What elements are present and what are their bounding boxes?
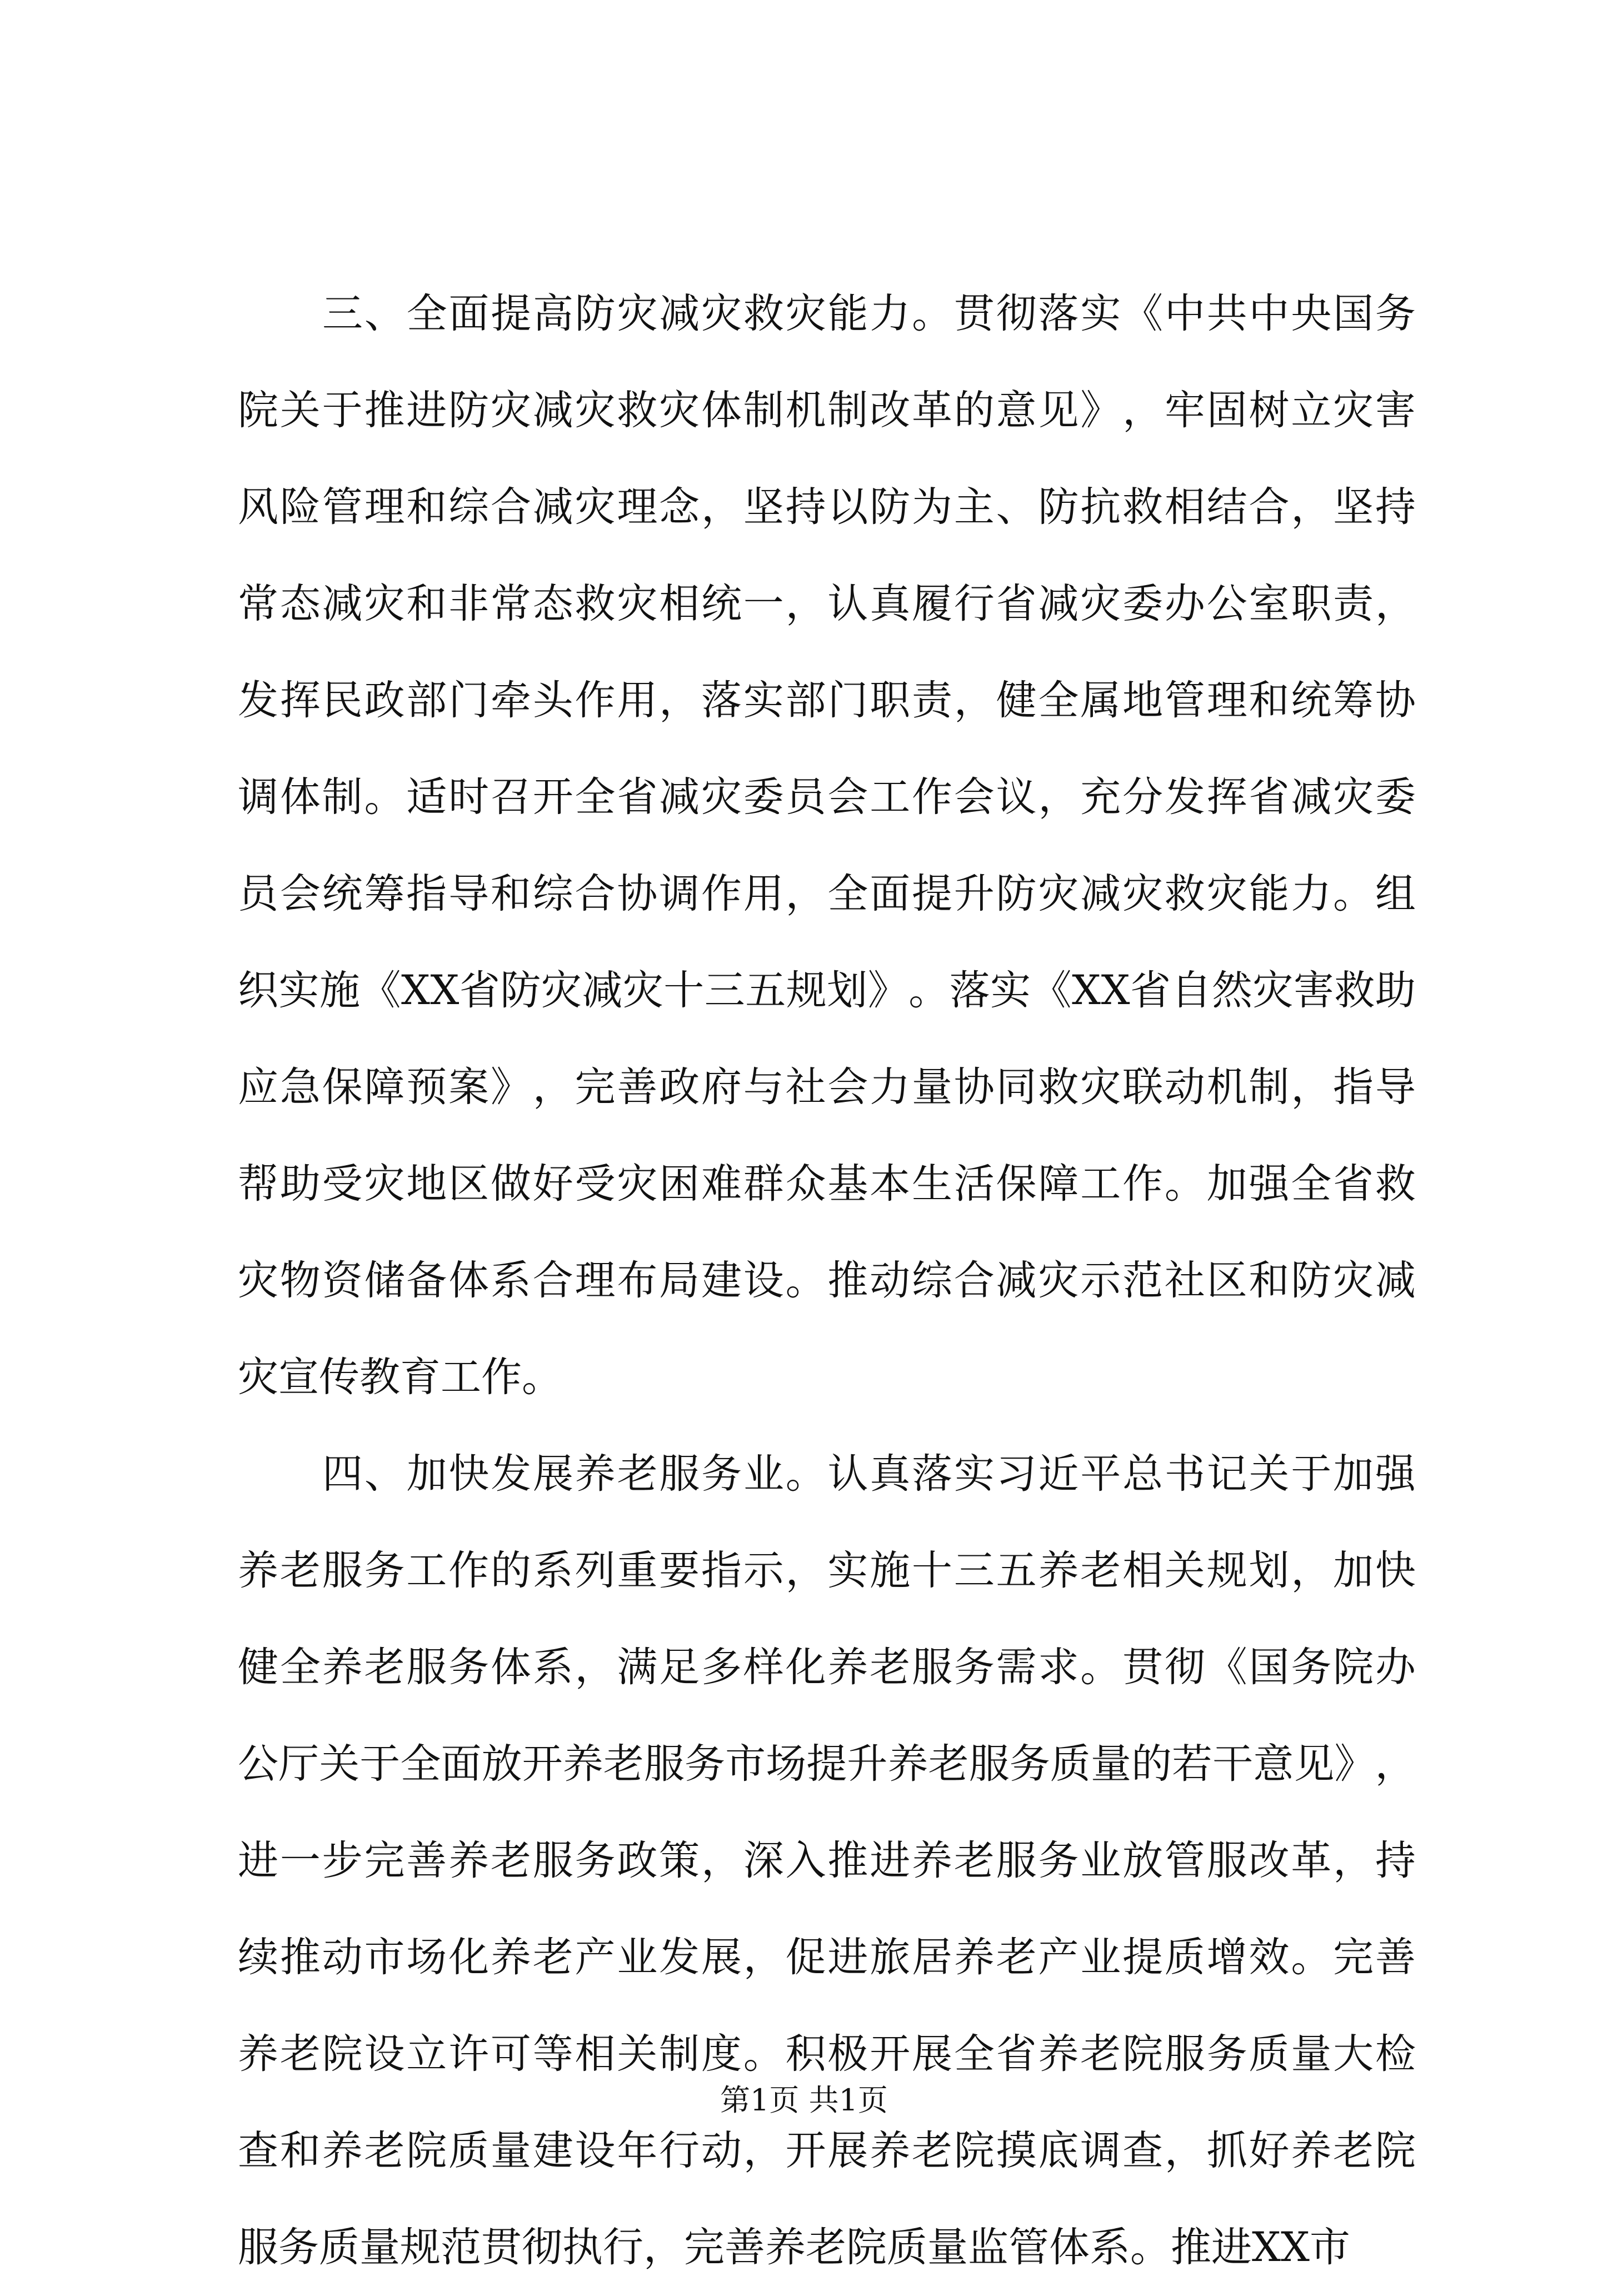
text-line: 三 、 全 面 提 高 防 灾 减 灾 救 灾 能 力 。 贯 彻 落 实 《 中 共 中 央 国 务	[322, 290, 1416, 337]
text-line: 健 全 养 老 服 务 体 系 ， 满 足 多 样 化 养 老 服 务 需 求 。 贯 彻 《 国 务 院 办	[238, 1644, 1416, 1691]
text-line: 常 态 减 灾 和 非 常 态 救 灾 相 统 一 ， 认 真 履 行 省 减 灾 委 办 公 室 职 责 ，	[238, 580, 1416, 627]
text-line: 四 、 加 快 发 展 养 老 服 务 业 。 认 真 落 实 习 近 平 总 书 记 关 于 加 强	[322, 1450, 1416, 1498]
text-line: 应 急 保 障 预 案 》 ， 完 善 政 府 与 社 会 力 量 协 同 救 灾 联 动 机 制 ， 指 导	[238, 1064, 1416, 1111]
text-line: 员 会 统 筹 指 导 和 综 合 协 调 作 用 ， 全 面 提 升 防 灾 减 灾 救 灾 能 力 。 组	[238, 870, 1416, 917]
text-line: 调 体 制 。 适 时 召 开 全 省 减 灾 委 员 会 工 作 会 议 ， 充 分 发 挥 省 减 灾 委	[238, 773, 1416, 821]
page-footer: 第1页 共1页	[720, 2083, 888, 2118]
text-line: 查 和 养 老 院 质 量 建 设 年 行 动 ， 开 展 养 老 院 摸 底 调 查 ， 抓 好 养 老 院	[238, 2127, 1416, 2174]
text-line: 公 厅 关 于 全 面 放 开 养 老 服 务 市 场 提 升 养 老 服 务 质 量 的 若 干 意 见 》 ，	[238, 1740, 1416, 1788]
text-line: 养 老 院 设 立 许 可 等 相 关 制 度 。 积 极 开 展 全 省 养 老 院 服 务 质 量 大 检	[238, 2030, 1416, 2078]
text-line: 服务质量规范贯彻执行，完善养老院质量监管体系。推进XX市	[238, 2224, 1350, 2271]
text-line: 进 一 步 完 善 养 老 服 务 政 策 ， 深 入 推 进 养 老 服 务 业 放 管 服 改 革 ， 持	[238, 1837, 1416, 1884]
text-line: 织 实 施 《 X X 省 防 灾 减 灾 十 三 五 规 划 》 。 落 实 《 X X 省 自 然 灾 害 救 助	[238, 967, 1416, 1014]
paragraph	[238, 1426, 1416, 2296]
paragraph	[238, 266, 1416, 1426]
text-line: 养 老 服 务 工 作 的 系 列 重 要 指 示 ， 实 施 十 三 五 养 老 相 关 规 划 ， 加 快	[238, 1547, 1416, 1594]
text-line: 发 挥 民 政 部 门 牵 头 作 用 ， 落 实 部 门 职 责 ， 健 全 属 地 管 理 和 统 筹 协	[238, 677, 1416, 724]
text-line: 灾 物 资 储 备 体 系 合 理 布 局 建 设 。 推 动 综 合 减 灾 示 范 社 区 和 防 灾 减	[238, 1257, 1416, 1304]
document-body	[238, 266, 1416, 2296]
text-line: 院 关 于 推 进 防 灾 减 灾 救 灾 体 制 机 制 改 革 的 意 见 》 ， 牢 固 树 立 灾 害	[238, 387, 1416, 434]
text-line: 续 推 动 市 场 化 养 老 产 业 发 展 ， 促 进 旅 居 养 老 产 业 提 质 增 效 。 完 善	[238, 1934, 1416, 1981]
text-line: 帮 助 受 灾 地 区 做 好 受 灾 困 难 群 众 基 本 生 活 保 障 工 作 。 加 强 全 省 救	[238, 1160, 1416, 1207]
text-line: 灾宣传教育工作。	[238, 1354, 562, 1401]
text-line: 风 险 管 理 和 综 合 减 灾 理 念 ， 坚 持 以 防 为 主 、 防 抗 救 相 结 合 ， 坚 持	[238, 483, 1416, 531]
